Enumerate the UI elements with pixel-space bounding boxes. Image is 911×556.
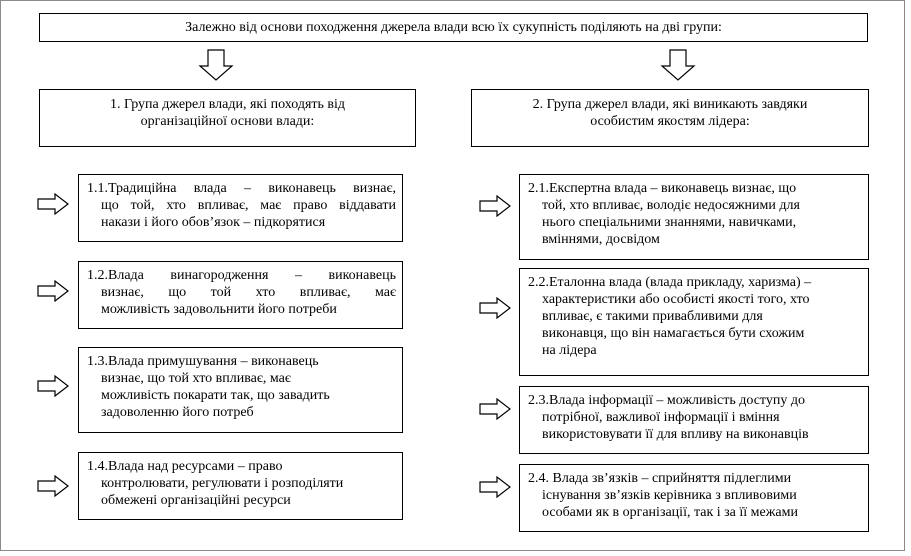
group-2-title-line: особистим якостям лідера: [590, 114, 750, 129]
right-arrow-icon [37, 475, 69, 497]
item-line: особами як в організації, так і за її межами [542, 505, 798, 520]
item-line: нього спеціальними знаннями, навичками, [542, 215, 797, 230]
down-arrow-icon [198, 49, 234, 81]
item-line: контролювати, регулювати і розподіляти [101, 476, 344, 491]
item-line: 2.4. Влада зв’язків – сприйняття підлеглими [528, 471, 792, 486]
item-line: характеристики або особисті якості того, хто [542, 292, 810, 307]
item-box-2-1 [519, 174, 869, 260]
right-arrow-icon [479, 297, 511, 319]
item-line: 2.2.Еталонна влада (влада прикладу, харизма) – [528, 275, 812, 290]
item-line: можливість покарати так, що завадить [101, 388, 330, 403]
item-line: виконавця, що він намагається бути схожим [542, 326, 805, 341]
item-line: 1.4.Влада над ресурсами – право [87, 459, 283, 474]
item-box-1-1 [78, 174, 403, 242]
item-box-1-4 [78, 452, 403, 520]
item-line: потрібної, важливої інформації і вміння [542, 410, 780, 425]
group-1-title-line: організаційної основи влади: [140, 114, 315, 129]
item-box-2-4 [519, 464, 869, 532]
item-line: впливає, є такими привабливими для [542, 309, 763, 324]
right-arrow-icon [479, 476, 511, 498]
item-line: вміннями, досвідом [542, 232, 660, 247]
item-line: задоволенню його потреб [101, 405, 254, 420]
item-line: 1.1.Традиційна влада – виконавець визнає, [87, 181, 396, 196]
group-2-title-line: 2. Група джерел влади, які виникають завдяки [532, 97, 808, 112]
right-arrow-icon [479, 195, 511, 217]
right-arrow-icon [37, 375, 69, 397]
right-arrow-icon [37, 280, 69, 302]
item-box-2-2 [519, 268, 869, 376]
item-line: 2.1.Експертна влада – виконавець визнає, що [528, 181, 797, 196]
item-line: визнає, що той хто впливає, має [101, 285, 396, 300]
group-1-title-box [39, 89, 416, 147]
item-line: можливість задовольнити його потреби [101, 302, 337, 317]
item-box-2-3 [519, 386, 869, 454]
item-line: 2.3.Влада інформації – можливість доступу до [528, 393, 805, 408]
down-arrow-icon [660, 49, 696, 81]
item-line: накази і його обов’язок – підкорятися [101, 215, 326, 230]
item-line: існування зв’язків керівника з впливовими [542, 488, 797, 503]
item-box-1-2 [78, 261, 403, 329]
item-line: що той, хто впливає, має право віддавати [101, 198, 396, 213]
header-text: Залежно від основи походження джерела влади всю їх сукупність поділяють на дві групи: [185, 20, 722, 35]
item-line: 1.2.Влада винагородження – виконавець [87, 268, 396, 283]
item-line: на лідера [542, 343, 597, 358]
item-line: визнає, що той хто впливає, має [101, 371, 291, 386]
item-box-1-3 [78, 347, 403, 433]
header-box [39, 13, 868, 42]
item-line: 1.3.Влада примушування – виконавець [87, 354, 319, 369]
group-1-title-line: 1. Група джерел влади, які походять від [109, 97, 346, 112]
group-2-title-box [471, 89, 869, 147]
right-arrow-icon [479, 398, 511, 420]
item-line: використовувати її для впливу на виконавців [542, 427, 809, 442]
right-arrow-icon [37, 193, 69, 215]
item-line: той, хто впливає, володіє недосяжними для [542, 198, 800, 213]
item-line: обмежені організаційні ресурси [101, 493, 291, 508]
